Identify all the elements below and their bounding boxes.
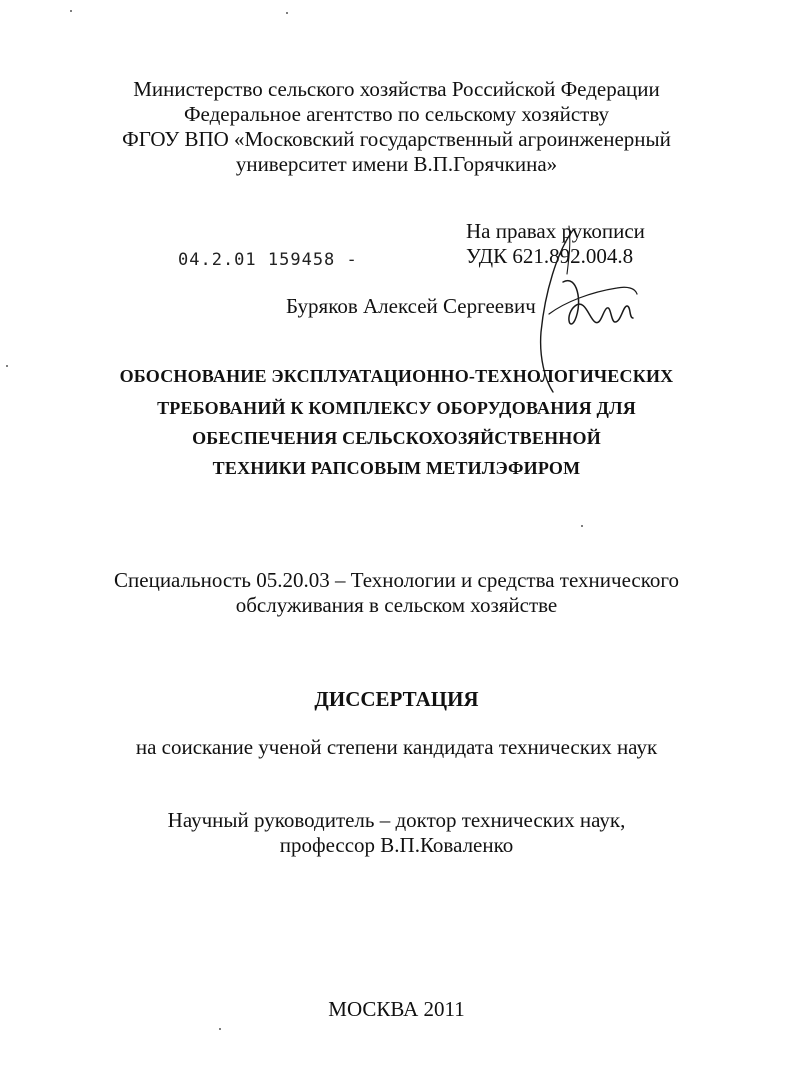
title-line-2: ТРЕБОВАНИЙ К КОМПЛЕКСУ ОБОРУДОВАНИЯ ДЛЯ	[157, 398, 636, 418]
document-type: ДИССЕРТАЦИЯ	[314, 687, 479, 711]
scan-speck	[70, 10, 72, 12]
city-year: МОСКВА 2011	[328, 997, 465, 1021]
title-line-4: ТЕХНИКИ РАПСОВЫМ МЕТИЛЭФИРОМ	[212, 458, 581, 478]
title-line-3: ОБЕСПЕЧЕНИЯ СЕЛЬСКОХОЗЯЙСТВЕННОЙ	[192, 428, 601, 448]
registration-stamp: 04.2.01 159458 -	[178, 250, 358, 270]
supervisor-line-2: профессор В.П.Коваленко	[279, 833, 514, 857]
university-line-2: университет имени В.П.Горячкина»	[235, 152, 558, 176]
ministry-line: Министерство сельского хозяйства Российской Федерации	[133, 77, 660, 101]
degree-line: на соискание ученой степени кандидата технических наук	[135, 735, 658, 759]
author-name: Буряков Алексей Сергеевич	[286, 294, 536, 318]
specialty-line-1: Специальность 05.20.03 – Технологии и средства технического	[114, 568, 679, 592]
scan-speck	[219, 1028, 221, 1030]
manuscript-rights: На правах рукописи	[466, 219, 645, 243]
supervisor-line-1: Научный руководитель – доктор технических наук,	[167, 808, 626, 832]
scan-speck	[581, 525, 583, 527]
specialty-line-2: обслуживания в сельском хозяйстве	[235, 593, 558, 617]
agency-line: Федеральное агентство по сельскому хозяйству	[183, 102, 610, 126]
scan-speck	[6, 365, 8, 367]
university-line-1: ФГОУ ВПО «Московский государственный агроинженерный	[122, 127, 671, 151]
title-line-1: ОБОСНОВАНИЕ ЭКСПЛУАТАЦИОННО-ТЕХНОЛОГИЧЕСКИХ	[119, 366, 674, 386]
udc-code: УДК 621.892.004.8	[466, 244, 634, 268]
scan-speck	[286, 12, 288, 14]
